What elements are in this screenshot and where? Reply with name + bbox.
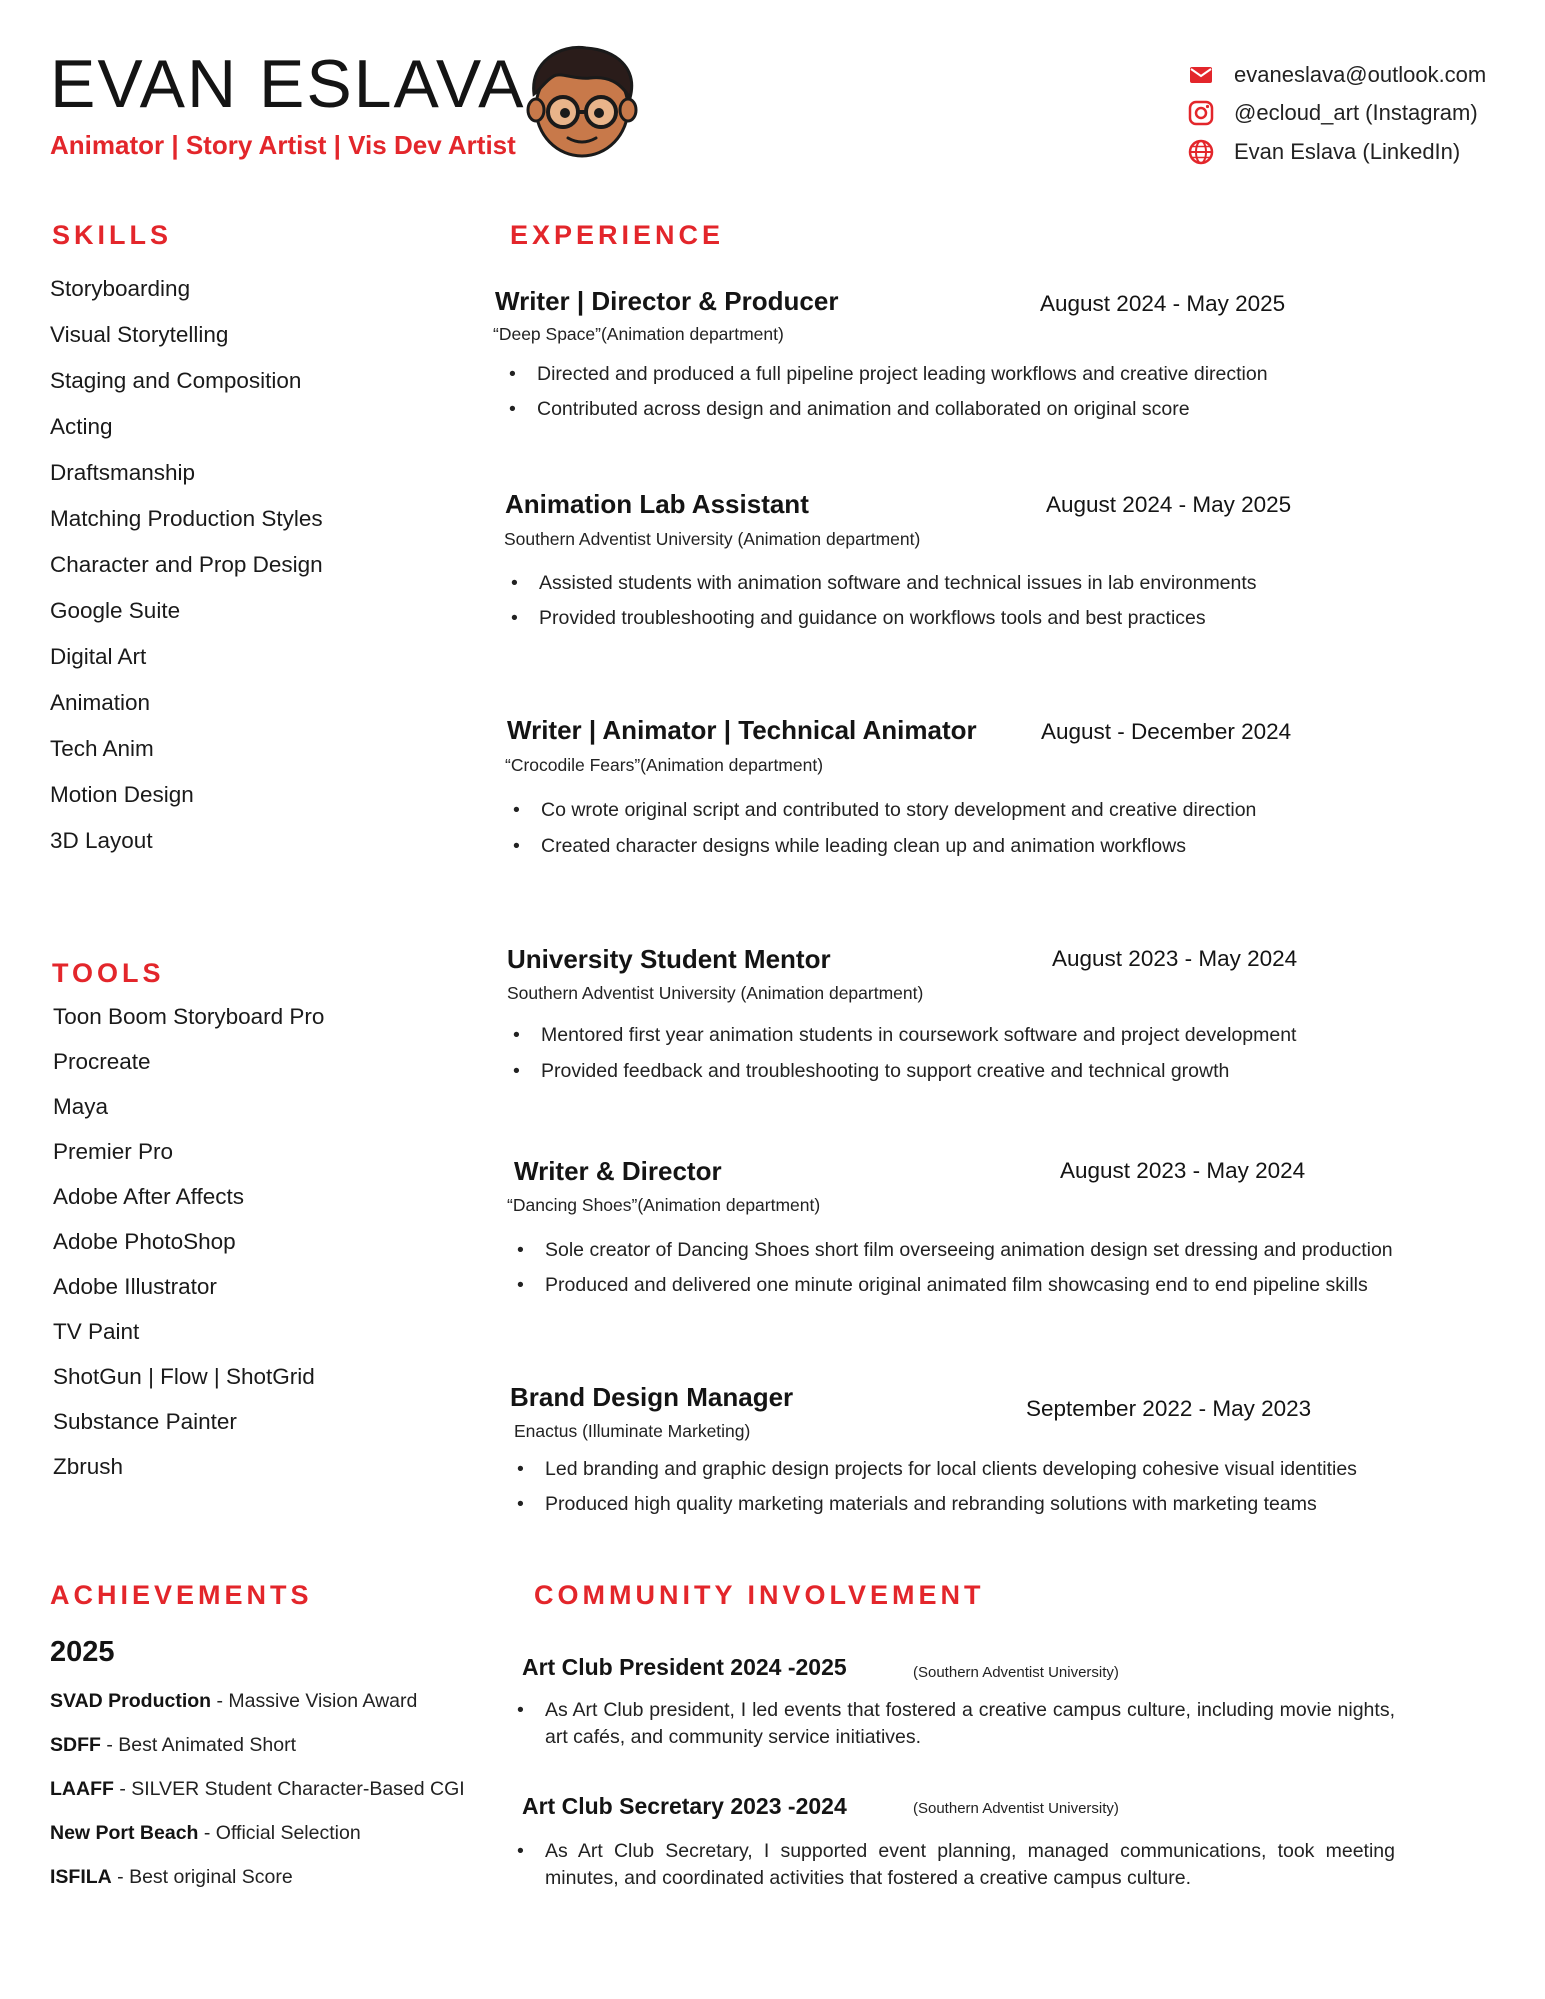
tool-item: Adobe Illustrator [53, 1274, 217, 1299]
tool-item: Adobe After Affects [53, 1184, 244, 1209]
job-date: August - December 2024 [1041, 719, 1292, 744]
contact-email[interactable] [1186, 60, 1486, 90]
achievement-item: SVAD Production - Massive Vision Award [50, 1690, 418, 1712]
tool-item: Substance Painter [53, 1409, 237, 1434]
tool-item: Adobe PhotoShop [53, 1229, 236, 1254]
globe-icon [1186, 137, 1216, 167]
job-bullet: • Assisted students with animation software and technical issues in lab environments [539, 572, 1257, 595]
resume-name: EVAN ESLAVA [50, 46, 526, 122]
contact-linkedin[interactable] [1186, 137, 1460, 167]
job-title: Brand Design Manager [510, 1382, 794, 1412]
tool-item: Toon Boom Storyboard Pro [53, 1004, 325, 1029]
job-date: August 2024 - May 2025 [1046, 492, 1292, 517]
skill-item: Motion Design [50, 782, 194, 807]
job-title: University Student Mentor [507, 944, 831, 974]
tool-item: Maya [53, 1094, 109, 1119]
achievement-item: ISFILA - Best original Score [50, 1866, 293, 1888]
skill-item: Matching Production Styles [50, 506, 323, 531]
achievements-year: 2025 [50, 1636, 115, 1668]
community-description: • As Art Club president, I led events that fostered a creative campus culture, including movie nights, art cafés, and community service initiatives. [545, 1697, 1395, 1751]
job-bullet: • Created character designs while leading clean up and animation workflows [541, 835, 1186, 858]
skills-heading: SKILLS [52, 220, 173, 250]
skill-item: 3D Layout [50, 828, 153, 853]
skill-item: Tech Anim [50, 736, 154, 761]
job-date: August 2024 - May 2025 [1040, 291, 1286, 316]
tool-item: TV Paint [53, 1319, 140, 1344]
skill-item: Storyboarding [50, 276, 191, 301]
job-title: Writer & Director [514, 1156, 722, 1186]
achievements-heading: ACHIEVEMENTS [50, 1580, 313, 1610]
experience-heading: EXPERIENCE [510, 220, 725, 250]
community-description: • As Art Club Secretary, I supported event planning, managed communications, took meeting minutes, and coordinated activities that fostered a creative campus culture. [545, 1838, 1395, 1892]
skill-item: Digital Art [50, 644, 147, 669]
job-org: Southern Adventist University (Animation department) [504, 529, 921, 549]
skill-item: Staging and Composition [50, 368, 302, 393]
skill-item: Visual Storytelling [50, 322, 229, 347]
tools-heading: TOOLS [52, 958, 165, 988]
mail-icon [1186, 60, 1216, 90]
instagram-icon [1186, 98, 1216, 128]
tool-item: Premier Pro [53, 1139, 174, 1164]
contact-instagram-text: @ecloud_art (Instagram) [1234, 100, 1478, 125]
job-bullet: • Produced high quality marketing materials and rebranding solutions with marketing teams [545, 1493, 1317, 1516]
job-bullet: • Sole creator of Dancing Shoes short film overseeing animation design set dressing and production [545, 1239, 1393, 1262]
community-heading: COMMUNITY INVOLVEMENT [534, 1580, 985, 1610]
community-role-title: Art Club President 2024 -2025 [522, 1654, 847, 1680]
job-org: “Deep Space”(Animation department) [493, 324, 784, 344]
job-bullet: • Mentored first year animation students in coursework software and project development [541, 1024, 1296, 1047]
job-org: “Crocodile Fears”(Animation department) [505, 755, 824, 775]
job-bullet: • Produced and delivered one minute original animated film showcasing end to end pipeline skills [545, 1274, 1368, 1297]
job-bullet: • Provided feedback and troubleshooting to support creative and technical growth [541, 1060, 1229, 1083]
contact-instagram[interactable] [1186, 98, 1478, 128]
job-bullet: • Contributed across design and animation and collaborated on original score [537, 398, 1190, 421]
job-date: August 2023 - May 2024 [1052, 946, 1298, 971]
achievement-item: SDFF - Best Animated Short [50, 1734, 297, 1756]
job-bullet: • Directed and produced a full pipeline project leading workflows and creative direction [537, 363, 1268, 386]
skill-item: Animation [50, 690, 151, 715]
tool-item: ShotGun | Flow | ShotGrid [53, 1364, 315, 1389]
skill-item: Character and Prop Design [50, 552, 323, 577]
contact-email-text: evaneslava@outlook.com [1234, 62, 1487, 87]
achievement-item: LAAFF - SILVER Student Character-Based CGI [50, 1778, 465, 1800]
tool-item: Zbrush [53, 1454, 124, 1479]
job-date: August 2023 - May 2024 [1060, 1158, 1306, 1183]
job-org: Enactus (Illuminate Marketing) [514, 1421, 751, 1441]
job-org: “Dancing Shoes”(Animation department) [507, 1195, 821, 1215]
job-title: Writer | Director & Producer [495, 286, 839, 316]
job-org: Southern Adventist University (Animation department) [507, 983, 924, 1003]
resume-subtitle: Animator | Story Artist | Vis Dev Artist [50, 130, 516, 160]
tool-item: Procreate [53, 1049, 151, 1074]
skill-item: Acting [50, 414, 113, 439]
contact-linkedin-text: Evan Eslava (LinkedIn) [1234, 139, 1461, 164]
community-org: (Southern Adventist University) [913, 1664, 1119, 1681]
skill-item: Draftsmanship [50, 460, 196, 485]
community-org: (Southern Adventist University) [913, 1800, 1119, 1817]
job-bullet: • Led branding and graphic design projects for local clients developing cohesive visual identities [545, 1458, 1357, 1481]
job-bullet: • Co wrote original script and contributed to story development and creative direction [541, 799, 1256, 822]
job-date: September 2022 - May 2023 [1026, 1396, 1312, 1421]
community-role-title: Art Club Secretary 2023 -2024 [522, 1793, 847, 1819]
job-title: Writer | Animator | Technical Animator [507, 715, 977, 745]
job-title: Animation Lab Assistant [505, 489, 809, 519]
job-bullet: • Provided troubleshooting and guidance on workflows tools and best practices [539, 607, 1206, 630]
skill-item: Google Suite [50, 598, 181, 623]
cartoon-avatar-icon [520, 42, 644, 162]
avatar [520, 42, 644, 162]
achievement-item: New Port Beach - Official Selection [50, 1822, 361, 1844]
